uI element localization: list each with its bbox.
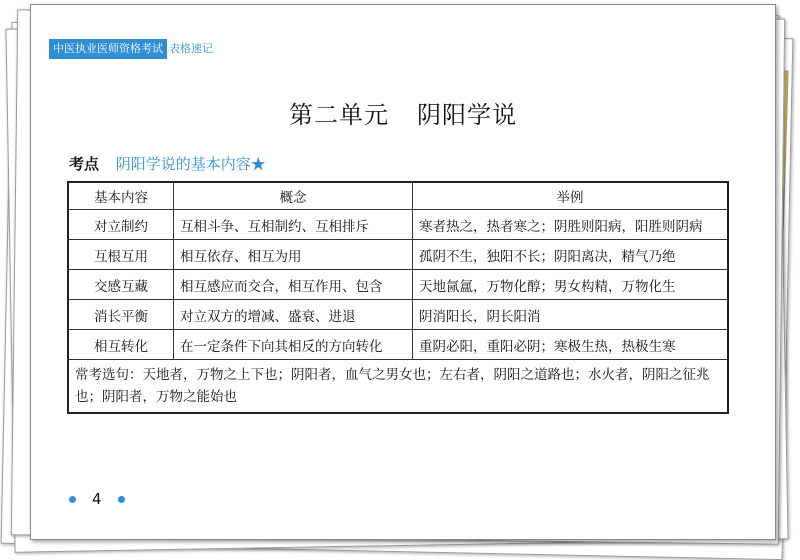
badge-exam-name: 中医执业医师资格考试	[49, 39, 167, 59]
row-term: 相互转化	[68, 330, 174, 360]
content-table	[67, 181, 729, 414]
row-concept: 相互感应而交合，相互作用、包含	[174, 270, 413, 300]
row-concept: 在一定条件下向其相反的方向转化	[174, 330, 413, 360]
section-heading	[69, 153, 266, 174]
table-row	[68, 300, 728, 330]
row-example: 天地氤氲，万物化醇；男女构精，万物化生	[413, 270, 729, 300]
table-row	[68, 330, 728, 360]
header-badge	[49, 38, 213, 60]
table-row	[68, 240, 728, 270]
row-concept: 对立双方的增减、盛衰、进退	[174, 300, 413, 330]
table-row	[68, 270, 728, 300]
row-example: 重阴必阳，重阳必阴；寒极生热，热极生寒	[413, 330, 729, 360]
row-example: 寒者热之，热者寒之；阴胜则阳病，阳胜则阴病	[413, 210, 729, 240]
page-footer	[69, 490, 125, 508]
table-header-row	[68, 182, 728, 210]
row-concept: 互相斗争、互相制约、互相排斥	[174, 210, 413, 240]
row-example: 阴消阳长，阴长阳消	[413, 300, 729, 330]
unit-number: 第二单元	[289, 101, 389, 129]
row-concept: 相互依存、相互为用	[174, 240, 413, 270]
document-page	[30, 4, 776, 540]
row-term: 对立制约	[68, 210, 174, 240]
page-number: 4	[92, 490, 102, 508]
row-term: 消长平衡	[68, 300, 174, 330]
row-term: 交感互藏	[68, 270, 174, 300]
bullet-dot-icon	[69, 496, 76, 503]
row-term: 互根互用	[68, 240, 174, 270]
col-header-content: 基本内容	[68, 182, 174, 210]
unit-name: 阴阳学说	[417, 101, 517, 129]
col-header-concept: 概念	[174, 182, 413, 210]
bullet-dot-icon	[118, 496, 125, 503]
col-header-example: 举例	[413, 182, 729, 210]
page-title	[31, 95, 775, 130]
badge-book-name: 表格速记	[169, 42, 213, 55]
table-note: 常考选句：天地者，万物之上下也；阴阳者，血气之男女也；左右者，阴阳之道路也；水火者，阴阳之征兆也；阴阳者，万物之能始也	[68, 360, 728, 414]
table-note-row	[68, 360, 728, 414]
table-row	[68, 210, 728, 240]
row-example: 孤阴不生，独阳不长；阴阳离决，精气乃绝	[413, 240, 729, 270]
section-title: 阴阳学说的基本内容★	[115, 155, 266, 173]
section-label: 考点	[69, 155, 100, 173]
